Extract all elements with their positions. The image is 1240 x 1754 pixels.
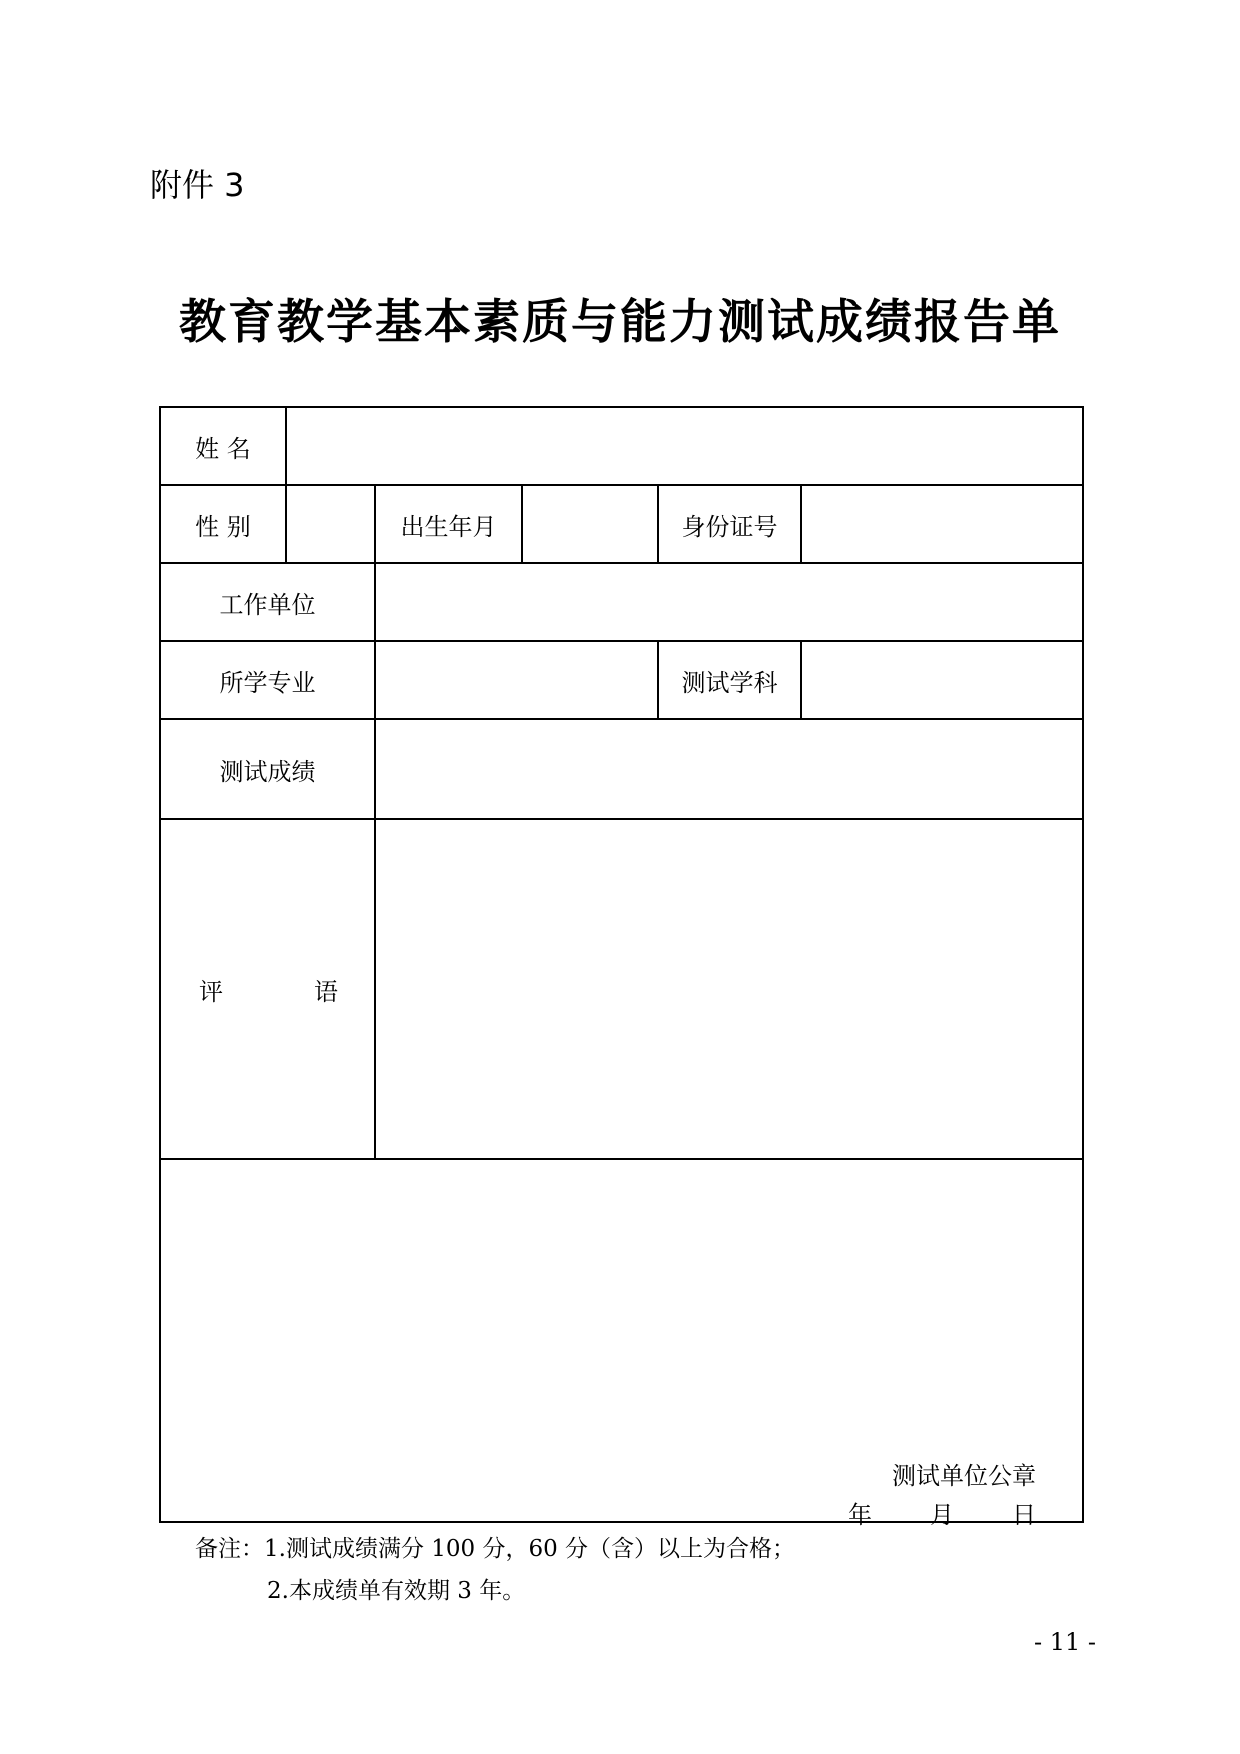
major-field[interactable] <box>376 642 657 718</box>
subject-label: 测试学科 <box>681 668 778 697</box>
id-field[interactable] <box>802 486 1082 562</box>
comment-label-left: 评 <box>199 977 223 1006</box>
employer-label: 工作单位 <box>219 590 316 619</box>
employer-field[interactable] <box>376 564 1082 640</box>
seal-date <box>848 1495 1036 1530</box>
page-title: 教育教学基本素质与能力测试成绩报告单 <box>179 295 1061 350</box>
seal-block <box>848 1456 1036 1530</box>
name-field[interactable] <box>287 408 1082 484</box>
subject-field[interactable] <box>802 642 1082 718</box>
attachment-label: 附件 3 <box>150 166 245 204</box>
major-label: 所学专业 <box>219 668 316 697</box>
name-label: 姓 名 <box>195 434 251 463</box>
gender-field[interactable] <box>287 486 374 562</box>
id-label: 身份证号 <box>681 512 778 541</box>
report-form <box>159 406 1084 1529</box>
birth-label: 出生年月 <box>400 512 497 541</box>
comment-label <box>161 820 374 1158</box>
birth-field[interactable] <box>523 486 657 562</box>
gender-label: 性 别 <box>195 512 251 541</box>
note-line-2: 2.本成绩单有效期 3 年。 <box>267 1578 526 1604</box>
seal-label: 测试单位公章 <box>892 1462 1036 1490</box>
date-day: 日 <box>1012 1501 1036 1529</box>
date-month: 月 <box>930 1501 954 1529</box>
page-number: - 11 - <box>1033 1628 1096 1656</box>
comment-field[interactable] <box>376 820 1082 1158</box>
comment-label-right: 语 <box>314 977 338 1006</box>
notes <box>195 1528 795 1612</box>
score-label: 测试成绩 <box>219 757 316 786</box>
note-line-1: 备注：1.测试成绩满分 100 分，60 分（含）以上为合格； <box>195 1536 796 1562</box>
score-field[interactable] <box>376 720 1082 818</box>
date-year: 年 <box>848 1501 872 1529</box>
